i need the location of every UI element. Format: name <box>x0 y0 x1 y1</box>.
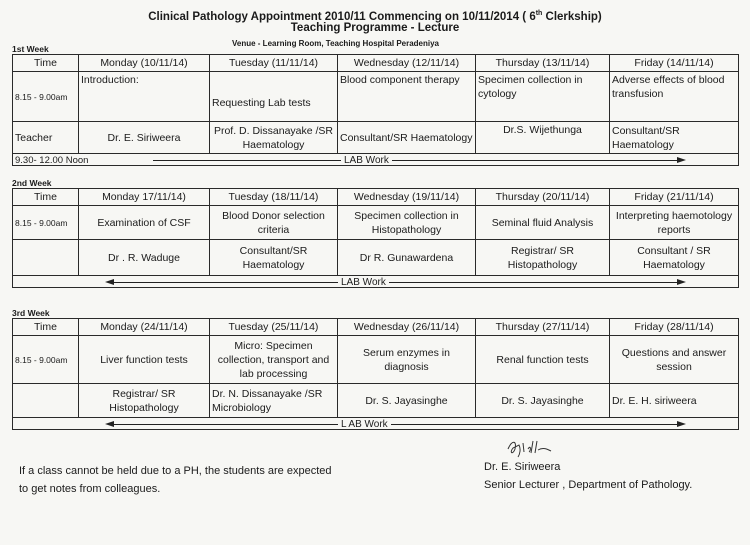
signatory-designation: Senior Lecturer , Department of Pathology. <box>484 479 693 491</box>
week-2-teacher-row <box>13 240 739 276</box>
col-header-thursday: Thursday (20/11/14) <box>476 189 610 206</box>
col-header-monday: Monday (10/11/14) <box>79 55 210 72</box>
col-header-tuesday: Tuesday (18/11/14) <box>210 189 338 206</box>
lab-time: 9.30- 12.00 Noon <box>15 155 89 166</box>
topic-cell: Serum enzymes in diagnosis <box>338 336 476 384</box>
topic-cell: Seminal fluid Analysis <box>476 206 610 240</box>
topic-cell: Questions and answer session <box>610 336 739 384</box>
teacher-cell: Dr . R. Waduge <box>79 240 210 276</box>
col-header-time: Time <box>13 189 79 206</box>
col-header-wednesday: Wednesday (12/11/14) <box>338 55 476 72</box>
footer-note <box>19 462 331 498</box>
teacher-cell: Dr. E. H. siriweera <box>610 384 739 418</box>
lab-work-cell <box>13 418 739 430</box>
lab-arrow <box>153 160 683 161</box>
col-header-time: Time <box>13 319 79 336</box>
col-header-wednesday: Wednesday (26/11/14) <box>338 319 476 336</box>
week-3-teacher-row <box>13 384 739 418</box>
teacher-label-empty <box>13 384 79 418</box>
topic-cell: Adverse effects of blood transfusion <box>610 72 739 122</box>
lab-work-label: LAB Work <box>341 154 392 166</box>
topic-cell: Requesting Lab tests <box>210 72 338 122</box>
slot-time: 8.15 - 9.00am <box>13 336 79 384</box>
teacher-cell: Dr. E. Siriweera <box>79 122 210 154</box>
slot-time: 8.15 - 9.00am <box>13 206 79 240</box>
document-subtitle: Teaching Programme - Lecture <box>290 22 460 34</box>
week-2-header-row <box>13 189 739 206</box>
lab-arrow <box>109 282 683 283</box>
week-1-label: 1st Week <box>12 44 49 54</box>
arrow-right-icon <box>677 279 686 285</box>
col-header-tuesday: Tuesday (25/11/14) <box>210 319 338 336</box>
teacher-cell: Prof. D. Dissanayake /SR Haematology <box>210 122 338 154</box>
teacher-cell: Registrar/ SR Histopathology <box>476 240 610 276</box>
week-2-topic-row <box>13 206 739 240</box>
col-header-friday: Friday (28/11/14) <box>610 319 739 336</box>
teacher-cell: Dr. S. Jayasinghe <box>338 384 476 418</box>
signatory-name: Dr. E. Siriweera <box>484 461 561 473</box>
col-header-friday: Friday (14/11/14) <box>610 55 739 72</box>
topic-cell: Specimen collection in cytology <box>476 72 610 122</box>
teacher-cell: Registrar/ SR Histopathology <box>79 384 210 418</box>
week-3-topic-row <box>13 336 739 384</box>
col-header-wednesday: Wednesday (19/11/14) <box>338 189 476 206</box>
teacher-cell: Dr. S. Jayasinghe <box>476 384 610 418</box>
col-header-monday: Monday 17/11/14) <box>79 189 210 206</box>
teacher-cell: Consultant/SR Haematology <box>338 122 476 154</box>
arrow-right-icon <box>677 157 686 163</box>
teacher-cell: Dr. N. Dissanayake /SR Microbiology <box>210 384 338 418</box>
signature-block <box>484 458 692 494</box>
document-title: Clinical Pathology Appointment 2010/11 Commencing on 10/11/2014 ( 6th Clerkship) <box>148 10 602 23</box>
week-3-table <box>12 318 739 430</box>
week-1-teacher-row <box>13 122 739 154</box>
week-1-header-row <box>13 55 739 72</box>
col-header-thursday: Thursday (27/11/14) <box>476 319 610 336</box>
week-2-table <box>12 188 739 288</box>
col-header-friday: Friday (21/11/14) <box>610 189 739 206</box>
week-2-label: 2nd Week <box>12 178 52 188</box>
col-header-time: Time <box>13 55 79 72</box>
footer-note-line-2: to get notes from colleagues. <box>19 483 161 495</box>
col-header-monday: Monday (24/11/14) <box>79 319 210 336</box>
week-3-label: 3rd Week <box>12 308 50 318</box>
signature-scribble <box>505 437 555 459</box>
footer-note-line-1: If a class cannot be held due to a PH, the students are expected <box>19 465 332 477</box>
topic-cell: Introduction: <box>79 72 210 122</box>
week-1-lab-row <box>13 154 739 166</box>
teacher-cell: Dr R. Gunawardena <box>338 240 476 276</box>
teacher-cell: Consultant / SR Haematology <box>610 240 739 276</box>
teacher-cell: Consultant/SR Haematology <box>210 240 338 276</box>
topic-cell: Interpreting haemotology reports <box>610 206 739 240</box>
teacher-label: Teacher <box>13 122 79 154</box>
week-1-topic-row <box>13 72 739 122</box>
lab-arrow <box>109 424 683 425</box>
topic-cell: Micro: Specimen collection, transport and lab processing <box>210 336 338 384</box>
topic-cell: Renal function tests <box>476 336 610 384</box>
topic-cell: Blood component therapy <box>338 72 476 122</box>
lab-work-label: L AB Work <box>338 418 391 430</box>
topic-cell: Examination of CSF <box>79 206 210 240</box>
week-3-header-row <box>13 319 739 336</box>
lab-work-cell <box>13 276 739 288</box>
topic-cell: Liver function tests <box>79 336 210 384</box>
topic-cell: Blood Donor selection criteria <box>210 206 338 240</box>
venue-text: Venue - Learning Room, Teaching Hospital Peradeniya <box>232 39 440 48</box>
slot-time: 8.15 - 9.00am <box>13 72 79 122</box>
topic-cell: Specimen collection in Histopathology <box>338 206 476 240</box>
week-3-lab-row <box>13 418 739 430</box>
teacher-cell: Consultant/SR Haematology <box>610 122 739 154</box>
col-header-tuesday: Tuesday (11/11/14) <box>210 55 338 72</box>
lab-work-label: LAB Work <box>338 276 389 288</box>
teacher-cell: Dr.S. Wijethunga <box>476 122 610 154</box>
week-1-table <box>12 54 739 166</box>
col-header-thursday: Thursday (13/11/14) <box>476 55 610 72</box>
arrow-right-icon <box>677 421 686 427</box>
week-2-lab-row <box>13 276 739 288</box>
lab-work-cell <box>13 154 739 166</box>
teacher-label-empty <box>13 240 79 276</box>
